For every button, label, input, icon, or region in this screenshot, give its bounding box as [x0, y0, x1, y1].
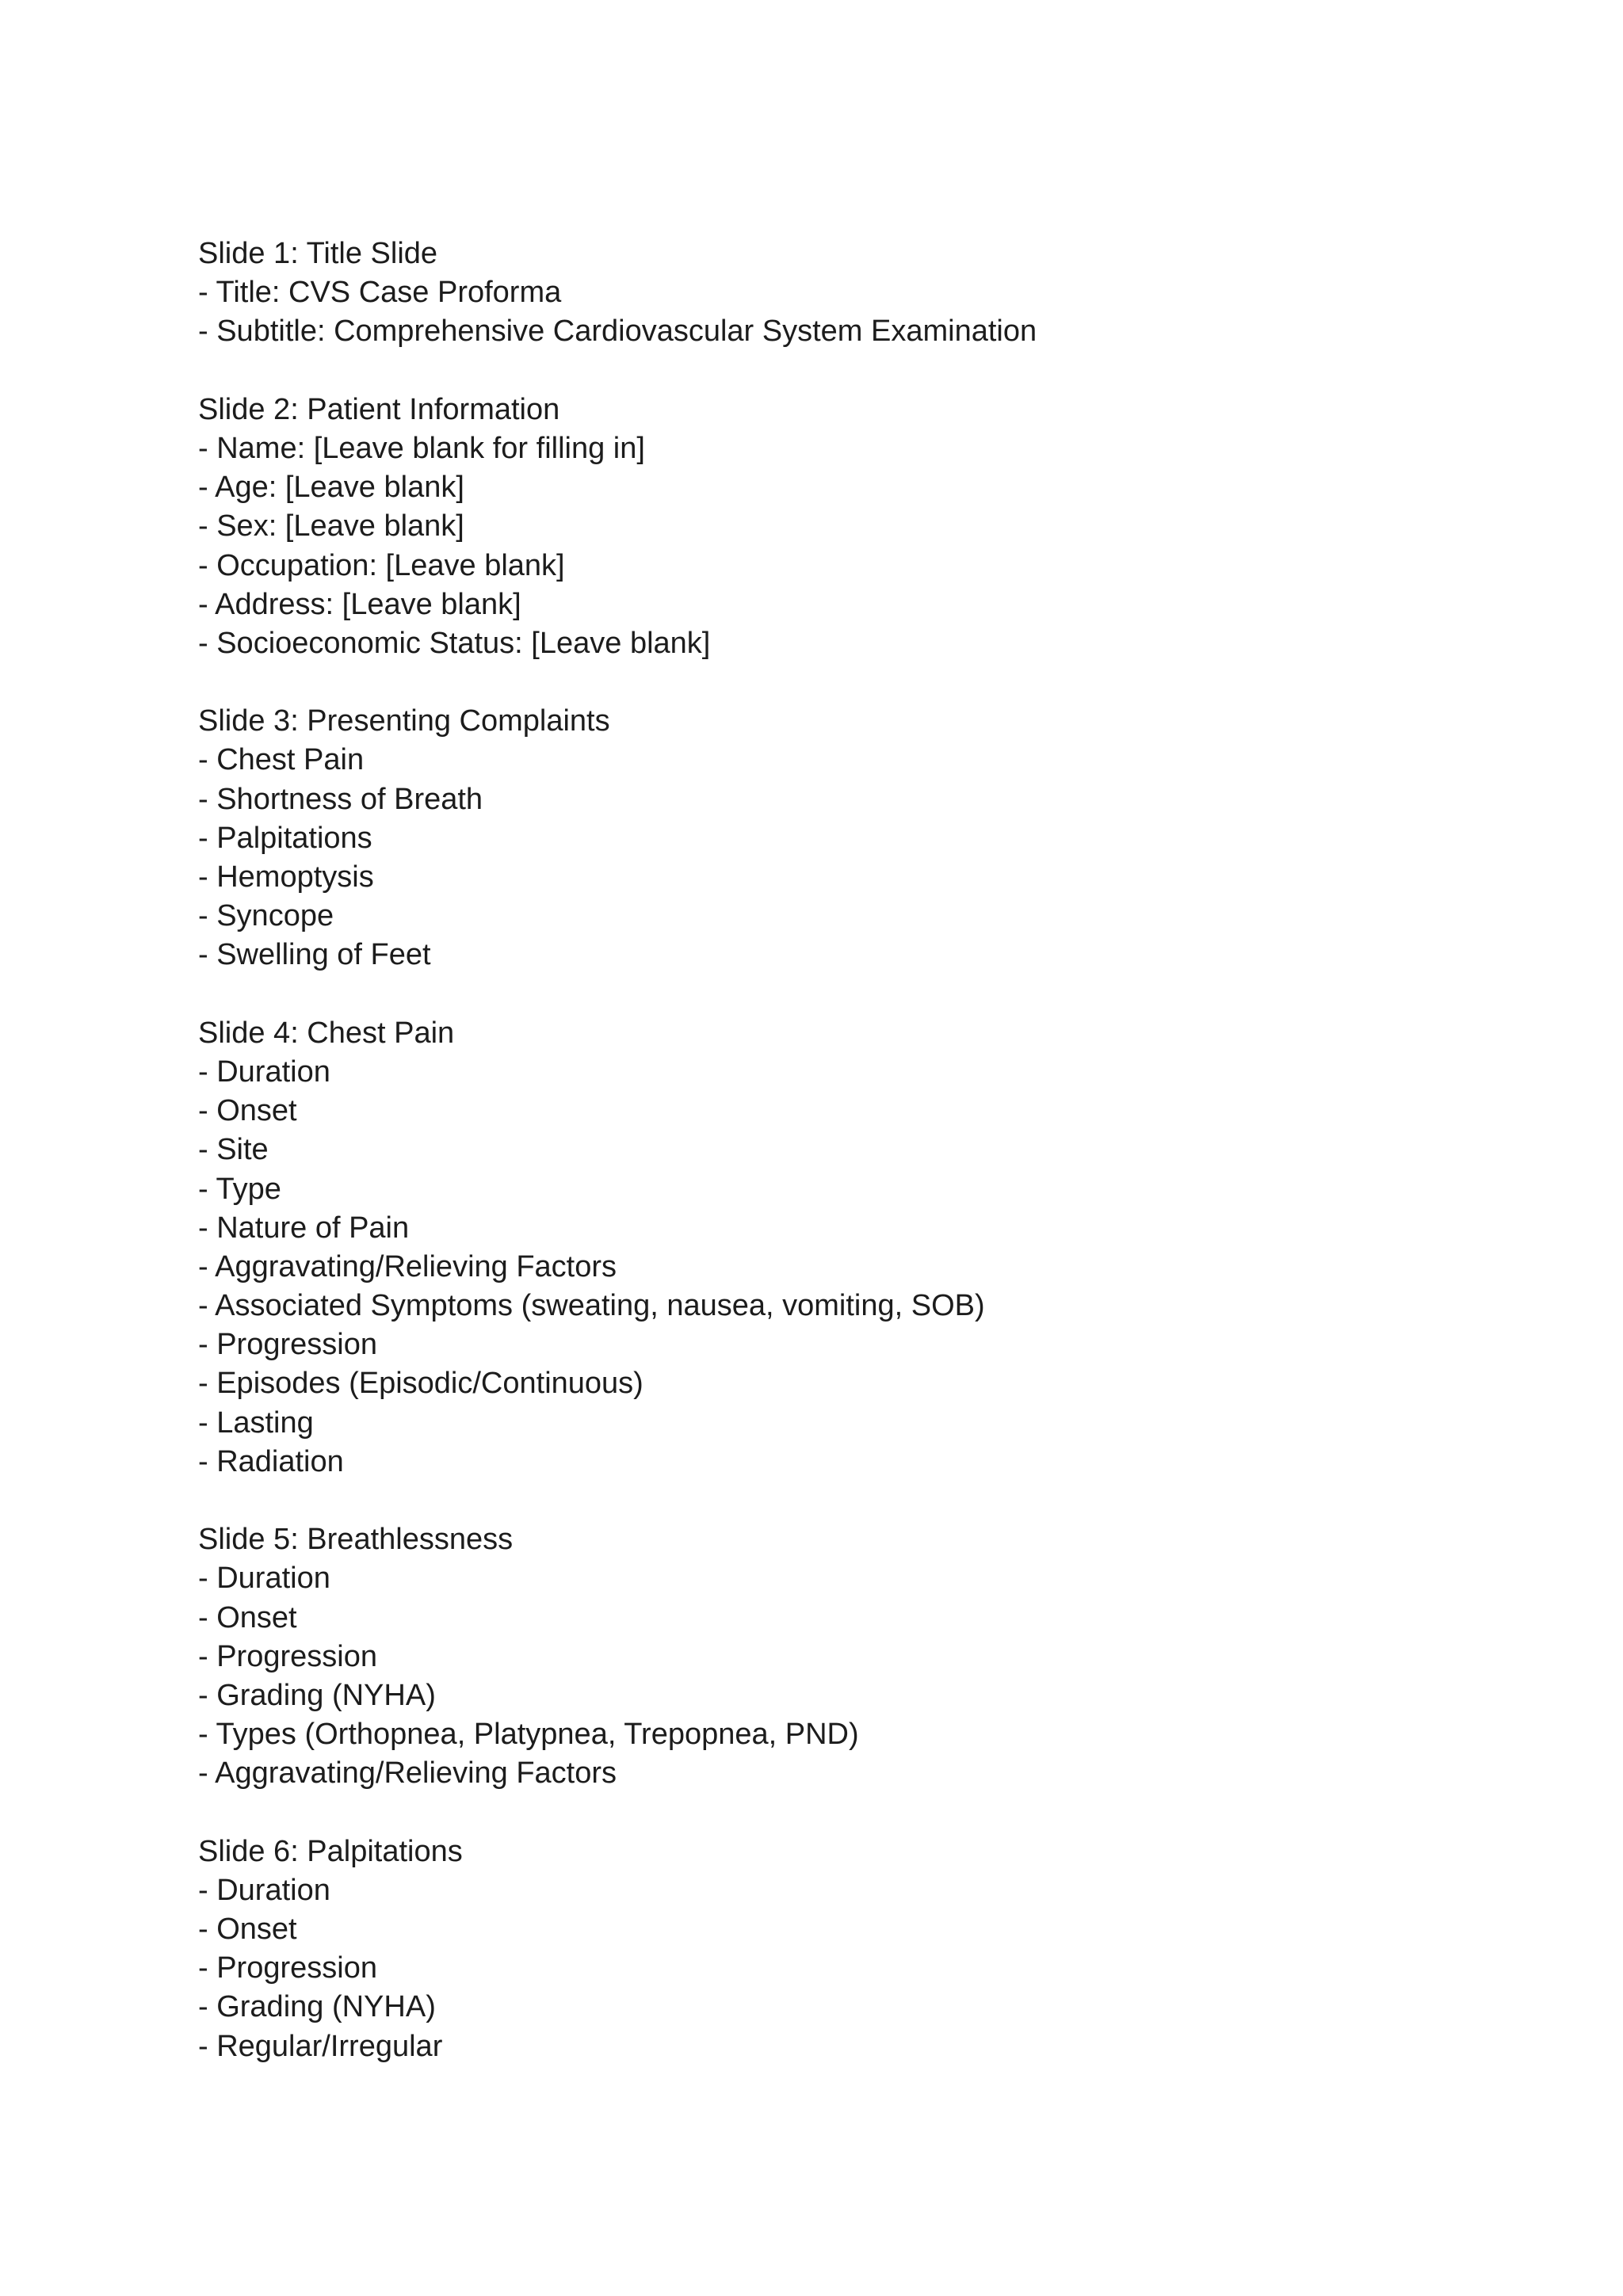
list-item: - Progression	[198, 1951, 377, 1985]
list-item: - Age: [Leave blank]	[198, 471, 464, 505]
section-slide-5	[198, 1520, 1545, 1793]
list-item: - Palpitations	[198, 821, 372, 855]
list-item: - Grading (NYHA)	[198, 1990, 436, 2024]
list-item: - Hemoptysis	[198, 860, 374, 894]
list-item: - Radiation	[198, 1444, 344, 1478]
list-item: - Progression	[198, 1328, 377, 1362]
list-item: - Grading (NYHA)	[198, 1678, 436, 1712]
section-heading: Slide 2: Patient Information	[198, 392, 560, 426]
list-item: - Syncope	[198, 899, 334, 933]
list-item: - Episodes (Episodic/Continuous)	[198, 1367, 643, 1401]
list-item: - Lasting	[198, 1405, 314, 1440]
section-slide-1	[198, 235, 1545, 352]
list-item: - Progression	[198, 1639, 377, 1673]
list-item: - Nature of Pain	[198, 1211, 410, 1245]
section-heading: Slide 1: Title Slide	[198, 237, 438, 270]
list-item: - Duration	[198, 1055, 330, 1089]
list-item: - Associated Symptoms (sweating, nausea, vomiting, SOB)	[198, 1289, 985, 1323]
list-item: - Onset	[198, 1094, 297, 1128]
list-item: - Onset	[198, 1600, 297, 1634]
list-item: - Site	[198, 1133, 269, 1167]
list-item: - Regular/Irregular	[198, 2029, 443, 2063]
list-item: - Socioeconomic Status: [Leave blank]	[198, 626, 711, 660]
list-item: - Shortness of Breath	[198, 782, 483, 816]
list-item: - Address: [Leave blank]	[198, 587, 521, 621]
section-slide-3	[198, 702, 1545, 974]
list-item: - Types (Orthopnea, Platypnea, Trepopnea, PND)	[198, 1718, 859, 1752]
list-item: - Chest Pain	[198, 743, 365, 777]
list-item: - Title: CVS Case Proforma	[198, 276, 562, 310]
document-body	[198, 235, 1545, 2105]
section-slide-4	[198, 1014, 1545, 1482]
list-item: - Occupation: [Leave blank]	[198, 548, 565, 582]
list-item: - Onset	[198, 1913, 297, 1947]
section-heading: Slide 5: Breathlessness	[198, 1523, 514, 1557]
list-item: - Type	[198, 1172, 281, 1206]
list-item: - Name: [Leave blank for filling in]	[198, 431, 645, 465]
list-item: - Aggravating/Relieving Factors	[198, 1249, 617, 1283]
list-item: - Swelling of Feet	[198, 938, 431, 972]
section-heading: Slide 4: Chest Pain	[198, 1016, 455, 1050]
section-slide-6	[198, 1833, 1545, 2066]
list-item: - Duration	[198, 1873, 330, 1907]
list-item: - Sex: [Leave blank]	[198, 509, 464, 543]
list-item: - Aggravating/Relieving Factors	[198, 1756, 617, 1791]
section-heading: Slide 6: Palpitations	[198, 1834, 463, 1868]
list-item: - Duration	[198, 1562, 330, 1596]
section-slide-2	[198, 391, 1545, 663]
section-heading: Slide 3: Presenting Complaints	[198, 704, 610, 738]
list-item: - Subtitle: Comprehensive Cardiovascular System Examination	[198, 315, 1037, 349]
